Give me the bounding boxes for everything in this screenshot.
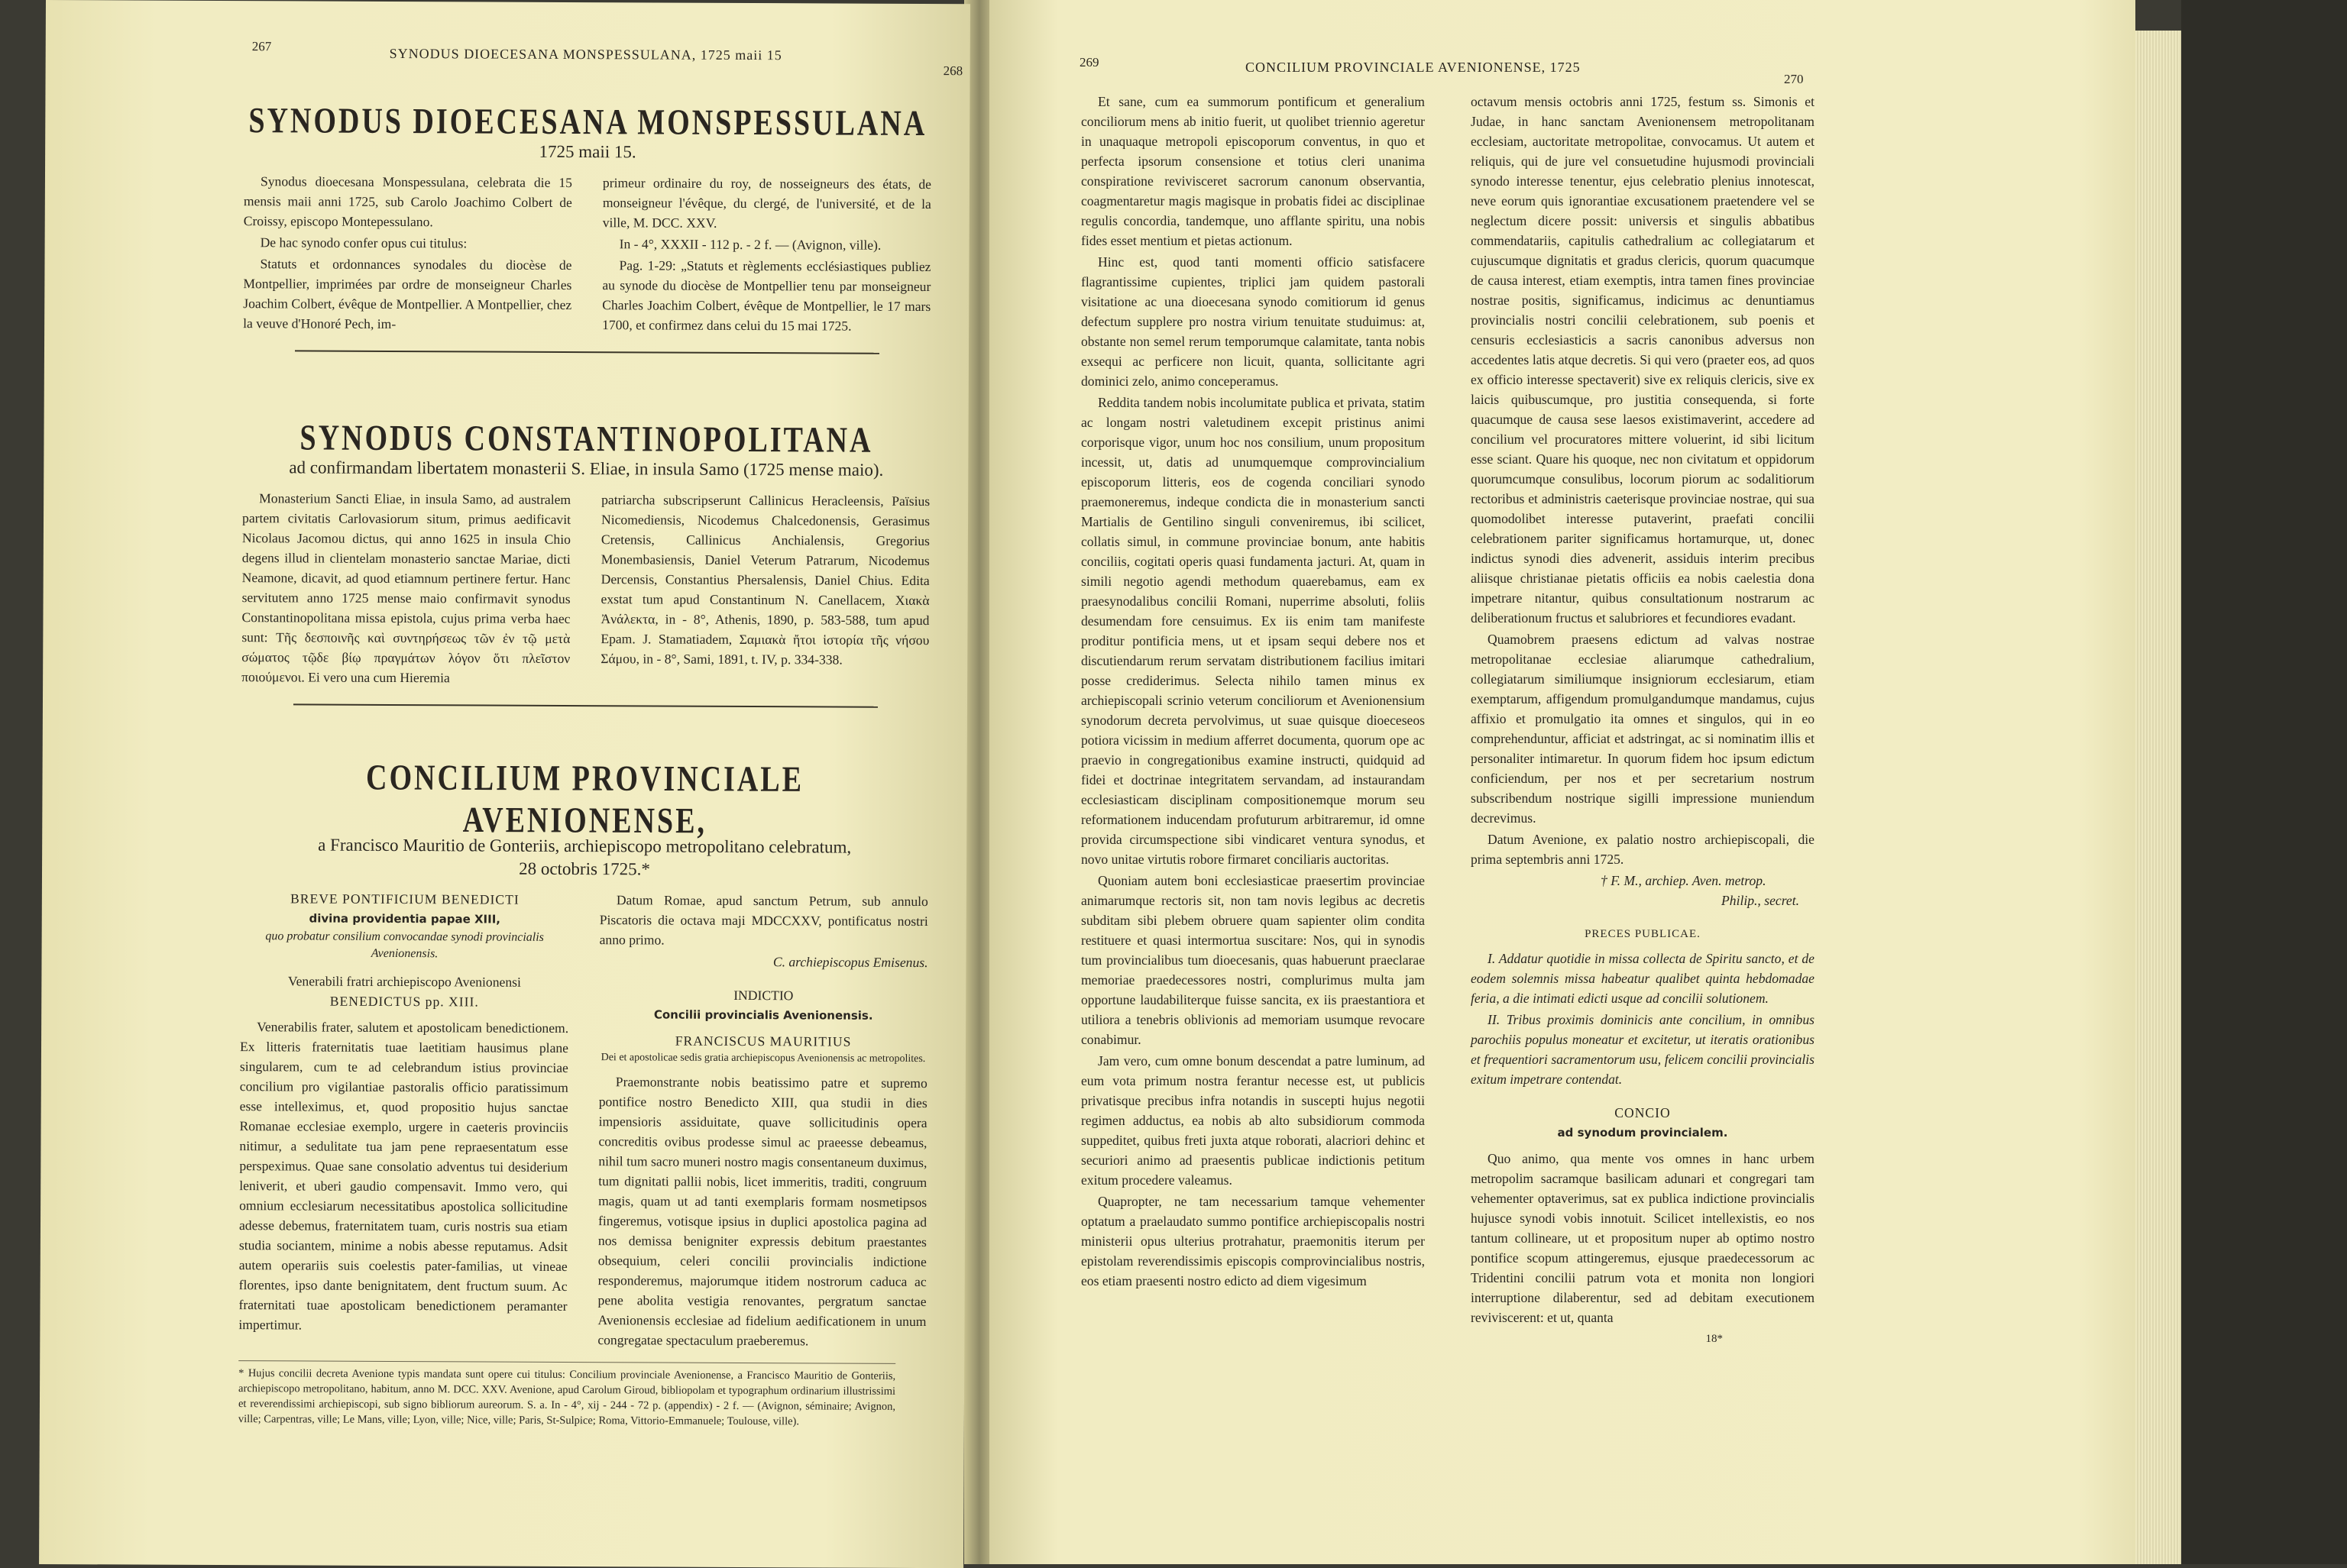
- paragraph: Monasterium Sancti Eliae, in insula Samo, ad australem partem civitatis Carlovasiorum situm, primus aedificavit Nicolaus Jacomou dictus, qui anno 1625 in insula Chio degens illud in clientelam monasterio sanctae Mariae, dicti Neamone, dicavit, ad quod etiamnum pertinere fertur. Hanc servitutem anno 1725 mense maio confirmavit synodus Constantinopolitana missa epistola, cujus prima verba haec sunt: Τῆς δεσποινῆς καὶ συντηρήσεως τῶν ἐν τῷ μετὰ σώματος τῷδε βίῳ πραγμάτων λόγον ὅτι πλεῖστον ποιούμενοι. Ei vero una cum Hieremia: [241, 490, 571, 686]
- breve-sender: BENEDICTUS pp. XIII.: [329, 993, 479, 1010]
- paragraph: Quamobrem praesens edictum ad valvas nostrae metropolitanae ecclesiae aliarumque cathedralium, collegiatarum similiumque insigniorum ecclesiarum, etiam exemptarum, affigendum promulgandumque mandamus, cujus affixio et promulgatio ita omnes et singulos, qui in eo comprehenduntur, afficiat et adstringat, ac si nominatim illis et personaliter intimaretur. In quorum fidem hoc ipsum edictum conficiendum, per nos et per secretarium nostrum subscribendum nostrique sigilli impressione muniendum decrevimus.: [1471, 632, 1814, 826]
- running-head: SYNODUS DIOECESANA MONSPESSULANA, 1725 maii 15: [389, 45, 782, 63]
- left-page: [39, 0, 970, 1568]
- two-column-text: [1081, 92, 1814, 1349]
- page-number: 270: [1784, 72, 1804, 86]
- signature: † F. M., archiep. Aven. metrop.: [1601, 873, 1766, 888]
- breve-heading: divina providentia papae XIII,: [309, 911, 501, 926]
- paragraph: Quapropter, ne tam necessarium tamque vehementer optatum a praelaudato summo pontifice archiepiscopalis nostri ministerii opus ulterius protrahatur, praemonitis iterum per epistolam reverendissimis episcopis comprovincialibus nostris, eos etiam praesenti nostro edicto ad diem vigesimum: [1081, 1194, 1425, 1288]
- book-page-edges: [2135, 31, 2181, 1564]
- divider: [294, 350, 879, 354]
- section-title: SYNODUS DIOECESANA MONSPESSULANA: [248, 100, 927, 144]
- section-date: 28 octobris 1725.*: [519, 858, 651, 879]
- paragraph: Praemonstrante nobis beatissimo patre et supremo pontifice nostro Benedicto XIII, qua studii in dies impensioris assiduitate, quave sollicitudinis opera concreditis ovibus prodesse simul ac praeesse debeamus, nihil tum sacro muneri nostro magis consentaneum duximus, tum dignitati pallii nobis, licet immeritis, traditi, congruum magis, quam ut ad tanti exemplaris formam nosmetipsos fingeremus, votisque ipsius in duplici apostolica pagina ad nos demissa benigniter expressis debitum praestantes obsequium, celeri concilii provincialis indictione responderemus, majorumque itidem nostrorum caduca ac pene abolita vestigia renovantes, pergratum sanctae Avenionensis ecclesiae ad fidelium aedificationem in unum congregatae spectaculum praeberemus.: [597, 1074, 927, 1349]
- paragraph: octavum mensis octobris anni 1725, festum ss. Simonis et Judae, in hanc sanctam Avenionensem metropolitanam ecclesiam, auctoritate metropolitae, convocamus. Ut autem et reliquis, qui de jure vel consuetudine hujusmodi provinciali synodo interesse tenentur, ejus celebratio plenius innotescat, neve eorum quis ignorantiae excusationem praetendere vel se neglectum dicere possit: universis et singulis abbatibus commendatariis, capitulis cathedralium ac collegiatarum et cujuscumque dignitatis et gradus clericis, quorum quacumque de causa interest, etiam exemptis, intra tamen fines provinciae nostrae positis, significamus, indicimus ac denuntiamus provincialis nostri concilii celebrationem, sub poenis et censuris ecclesiasticis a sacris canonibus adversus non accedentes latis atque decretis. Si qui vero (praeter eos, ad quos ex officio interesse spectaverit) sive ex reliquis clericis, sive ex laicis quibuscumque, pro justitia consequenda, si forte quacumque de causa sese laesos existimaverint, accedere ad concilium vel procuratores mittere voluerint, id sibi licitum esse sciant. Quare his quoque, nec non civitatum et oppidorum quorumcumque consulibus, locorum piorum ac sodalitiorum rectoribus et administris caeterisque provinciae nostrae, qui sua quomodolibet interesse putaverint, praefati concilii celebrationem pariter significamus hortamurque, ut, donec indictus synodi dies advenerit, assiduis interim precibus aliisque christianae pietatis officiis ea nobis caelestia dona impetrare nitantur, quibus consultationum nostrarum ac deliberationum fructus et salubriores et fecundiores evadant.: [1471, 94, 1814, 626]
- paragraph: II. Tribus proximis dominicis ante concilium, in omnibus parochiis populus moneatur et excitetur, ut iteratis orationibus et frequentiori sacramentorum usu, felicem concilii provincialis exitum impetrare contendat.: [1471, 1012, 1814, 1087]
- page-number: 267: [251, 39, 272, 54]
- paragraph: Et sane, cum ea summorum pontificum et generalium conciliorum mens ab initio fuerit, ut quolibet triennio ageretur in unaquaque metropoli episcoporum conventus, in quo et perfecta ipsorum consensione et totius cleri unanima conspiratione revivisceret sacrorum canonum observantia, coagmentaretur magis magisque in probatis fidei ac disciplinae regulis concordia, tandemque, uno afflante spiritu, una nobis fides esset mentium et pietas actionum.: [1081, 94, 1425, 248]
- paragraph: Quoniam autem boni ecclesiasticae praesertim provinciae animarumque rectoris sit, non tam novis legibus ac decretis subditam sibi plebem obruere quam sapienter olim condita restituere et quasi intermortua suscitare: Nos, qui in synodis tum provincialibus tum dioecesanis, quas habuerunt praeclarae memoriae praedecessores nostri, complurimus multa jam opportune laudabiliterque fuisse sancita, ex iis praestantiora et utiliora a tenebris oblivionis ad memoriam usumque revocare conabimur.: [1081, 873, 1425, 1047]
- section-title: SYNODUS CONSTANTINOPOLITANA: [299, 418, 873, 461]
- right-page: [989, 0, 2135, 1564]
- paragraph: Synodus dioecesana Monspessulana, celebrata die 15 mensis maii anni 1725, sub Carolo Joachimo Colbert de Croissy, episcopo Montepessulano.: [243, 173, 573, 230]
- section-synodus-monspessulana: [243, 100, 932, 370]
- paragraph: I. Addatur quotidie in missa collecta de Spiritu sancto, et de eodem solemnis missa habeatur qualibet quinta hebdomadae feria, a die intimati edicti usque ad concilii solutionem.: [1471, 951, 1814, 1006]
- page-number: 269: [1080, 55, 1099, 70]
- paragraph: Pag. 1-29: „Statuts et règlements ecclésiastiques publiez au synode du diocèse de Montpellier tenu par monseigneur Charles Joachim Colbert, évêque de Montpellier, le 17 mars 1700, et confirmez dans celui du 15 mai 1725.: [602, 257, 931, 334]
- section-subtitle: a Francisco Mauritio de Gonteriis, archiepiscopo metropolitano celebratum,: [318, 835, 852, 857]
- indictio-heading: Concilii provincialis Avenionensis.: [653, 1007, 873, 1023]
- paragraph: Datum Avenione, ex palatio nostro archiepiscopali, die prima septembris anni 1725.: [1471, 832, 1814, 867]
- indictio-heading: INDICTIO: [733, 987, 794, 1004]
- divider: [293, 703, 877, 707]
- concio-heading: CONCIO: [1614, 1105, 1671, 1120]
- background-shadow: [2181, 0, 2347, 1564]
- paragraph: Datum Romae, apud sanctum Petrum, sub annulo Piscatoris die octava maji MDCCXXV, pontificatus nostri anno primo.: [599, 892, 928, 948]
- breve-description: quo probatur consilium convocandae synodi provincialis Avenionensis.: [265, 929, 544, 961]
- section-date: 1725 maii 15.: [539, 141, 636, 162]
- paragraph: Reddita tandem nobis incolumitate publica et privata, statim ac longam nostri valetudinem excepit pristinus animi corporisque vigor, unum hoc nos consilium, unum propositum incessit, ut, datis ad unumquemque comprovincialium episcoporum litteris, eos de cogenda conciliari synodo praemoneremus, indeque condicta die in monasterium sancti Martialis de Gentilino singuli conveniremus, ibi scilicet, collatis simul, in commune provinciae bonum, ante habitis conciliis, cogitati operis quasi fundamenta jacturi. At, quam in simili negotio agendi methodum quaerebamus, eam ex praesynodalibus concilii Romani, nuperrime absoluti, foliis desumendam fore censuimus. Ex iis enim tam manifeste proditur pontificia mens, ut et ipsam sequi debere nos et discutiendarum rerum servatam distributionem facilius imitari posse crediderimus. Selecta nihilo tamen minus ex archiepiscopali scrinio veterum conciliorum et Avenionensium synodorum decreta pervolvimus, ut suae quisque dioeceseos potiora vicissim in medium afferret documenta, quorum ope ac praevio in congregationibus examine instructi, quidquid ad fidei et doctrinae integritatem servandam, ad instaurandam ecclesiasticam disciplinam compositionemque morum seu reformationem inducendam profuturum arbitraremur, id omne provida circumspectione sibi vindicaret ventura synodus, et novo unitae virtutis robore firmaret conciliaris auctoritas.: [1081, 395, 1425, 867]
- running-head: CONCILIUM PROVINCIALE AVENIONENSE, 1725: [1245, 60, 1581, 75]
- paragraph: Venerabilis frater, salutem et apostolicam benedictionem. Ex litteris fraternitatis tuae laetitiam hausimus plane singularem, cum te ad celebrandum istius provinciae concilium pro vigilantiae pastoralis officio paratissimum esse intelleximus, et, quod propositio hujus sanctae Romanae ecclesiae exemplo, urgere in caeteris provinciis nitimur, a sedulitate tua jam pene repraesentatum esse perspeximus. Quae sane consolatio adventus tui desiderium leniverit, et uberi gaudio compensavit. Immo vero, qui omnium ecclesiarum necessitatibus apostolica sollicitudine adesse debemus, fraternitatem tuam, curis nostris sua etiam studia sociantem, minime a nobis abesse reputamus. Adsit autem operariis suis coelestis pater-familias, ut vineae florentes, ipso dante benignitatem, dent fructum suum. Ac fraternitati tuae apostolicam benedictionem peramanter impertimur.: [238, 1019, 569, 1333]
- signature: C. archiepiscopus Emisenus.: [772, 954, 928, 971]
- concio-subheading: ad synodum provincialem.: [1557, 1126, 1728, 1140]
- footnote: * Hujus concilii decreta Avenione typis mandata sunt opere cui titulus: Concilium provinciale Avenionense, a Francisco Mauritio de Gonteriis, archiepiscopo metropolitano, habitum, anno M. DCC. XXV. Avenione, apud Carolum Giroud, bibliopolam et typographum ordinarium illustrissimi et reverendissimi archiepiscopi, sub signo bibliorum aureorum. S. a. In - 4°, xij - 244 - 72 p. (appendix) - 2 f. — (Avignon, séminaire; Avignon, ville; Carpentras, ville; Le Mans, ville; Lyon, ville; Nice, ville; Paris, St-Sulpice; Roma, Vittorio-Emmanuele; Toulouse, ville).: [238, 1360, 895, 1430]
- section-title: CONCILIUM PROVINCIALE AVENIONENSE,: [366, 758, 804, 842]
- paragraph: Statuts et ordonnances synodales du diocèse de Montpellier, imprimées par ordre de monseigneur Charles Joachim Colbert, évêque de Montpellier. A Montpellier, chez la veuve d'Honoré Pech, im-: [243, 256, 572, 332]
- paragraph: primeur ordinaire du roy, de nosseigneurs des états, de monseigneur l'évêque, du clergé, de l'université, et de la ville, M. DCC. XXV.: [602, 175, 932, 231]
- paragraph: Quo animo, qua mente vos omnes in hanc urbem metropolim sacramque basilicam adunari et congregari tam vehementer optaverimus, sat ex publica indictione provincialis hujusce synodi vobis innotuit. Scilicet intellexistis, eo nos tantum collineare, ut et propositum nuper ab optimo nostro pontifice scopum attingeremus, ejusque praedecessorum ac Tridentini concilii patrum vota et monita non longiori interruptione dilaberentur, sed ad debitam executionem reviviscerent: et ut, quanta: [1471, 1151, 1814, 1325]
- section-subtitle: ad confirmandam libertatem monasterii S. Eliae, in insula Samo (1725 mense maio).: [289, 457, 884, 480]
- paragraph: In - 4°, XXXII - 112 p. - 2 f. — (Avignon, ville).: [619, 236, 882, 253]
- signature: Philip., secret.: [1721, 893, 1799, 908]
- indictio-author: FRANCISCUS MAURITIUS: [675, 1033, 852, 1049]
- preces-heading: PRECES PUBLICAE.: [1585, 928, 1701, 940]
- breve-heading: BREVE PONTIFICIUM BENEDICTI: [290, 891, 520, 907]
- signature-mark: 18*: [1705, 1333, 1723, 1345]
- paragraph: Jam vero, cum omne bonum descendat a patre luminum, ad eum vota primum nostra ferantur necesse est, ut publicis privatisque precibus infra notandis in suscepti hujus negotii regimen adductus, ea nobis ab alto subsidiorum commoda suppeditet, quibus freti juxta atque roborati, alacriori dehinc et securiori animo ad praesentis publicae indictionis petitum exitum procedere valeamus.: [1081, 1053, 1425, 1188]
- section-synodus-constantinopolitana: [241, 418, 931, 723]
- paragraph: Hinc est, quod tanti momenti officio satisfacere flagrantissime cupientes, triplici jam quidem pastorali visitatione ac una dioecesana synodo comitiorum id genus defectum supplere pro nostra virium tenuitate studuimus: at, obstante non semel rerum temporumque calamitate, tanta nobis exsequi ac perficere non licuit, quanta, sollicitante agri dominici zelo, animo conceperamus.: [1081, 254, 1425, 389]
- indictio-author-title: Dei et apostolicae sedis gratia archiepiscopus Avenionensis ac metropolites.: [601, 1052, 926, 1065]
- paragraph: De hac synodo confer opus cui titulus:: [260, 234, 468, 251]
- section-concilium-avenionense: [238, 758, 929, 1430]
- paragraph: patriarcha subscripserunt Callinicus Heracleensis, Païsius Nicomediensis, Nicodemus Chalcedonensis, Gerasimus Cretensis, Callinicus Anchialensis, Gregorius Monembasiensis, Daniel Veterum Patrarum, Nicodemus Dercensis, Constantius Phersalensis, Daniel Chius. Edita exstat tum apud Constantinum N. Canellacem, Χιακὰ Ἀνάλεκτα, in - 8°, Athenis, 1890, p. 583-588, tum apud Epam. J. Stamatiadem, Σαμιακὰ ἤτοι ἱστορία τῆς νήσου Σάμου, in - 8°, Sami, 1891, t. IV, p. 334-338.: [601, 492, 931, 668]
- breve-addressee: Venerabili fratri archiepiscopo Avenionensi: [287, 973, 521, 990]
- page-number: 268: [943, 63, 963, 79]
